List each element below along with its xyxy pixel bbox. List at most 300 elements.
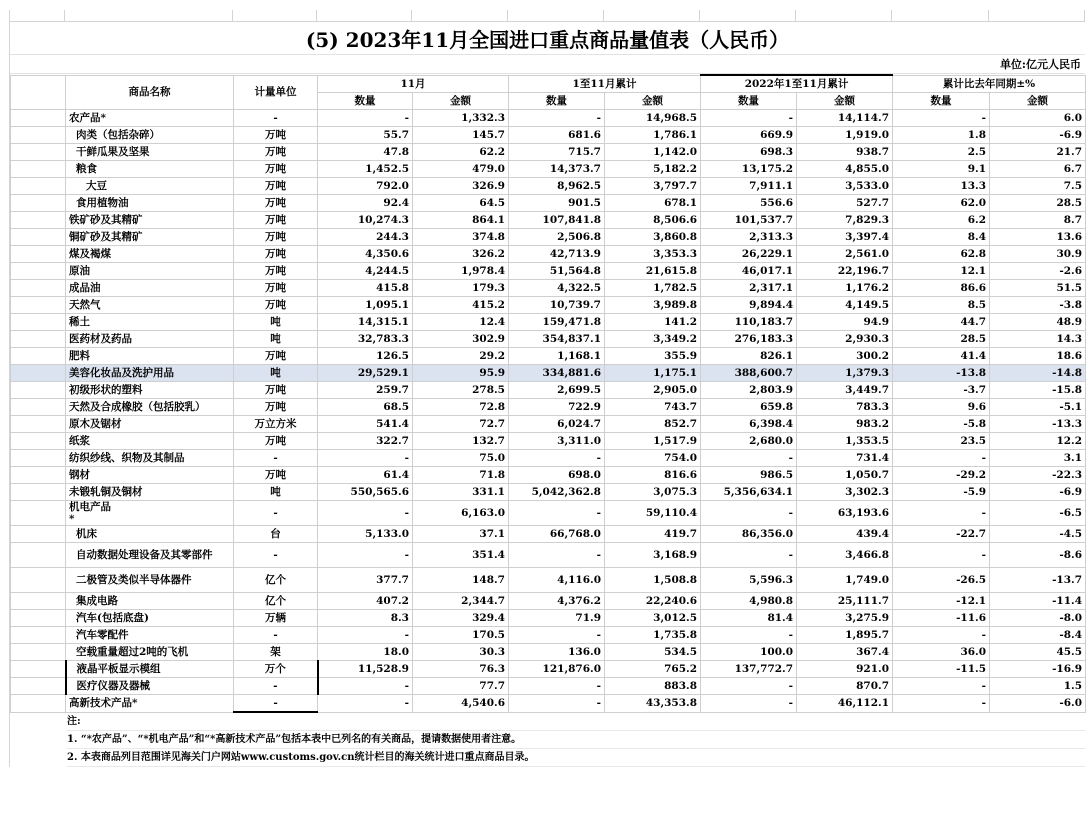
cell-quantity: - bbox=[318, 543, 413, 568]
cell-unit: 万吨 bbox=[234, 178, 318, 195]
cell-amount: 13.6 bbox=[990, 229, 1086, 246]
cell-quantity: 13,175.2 bbox=[701, 161, 797, 178]
cell-quantity: 698.0 bbox=[509, 467, 605, 484]
row-gutter bbox=[11, 331, 66, 348]
page-title: (5) 2023年11月全国进口重点商品量值表（人民币） bbox=[10, 22, 1085, 55]
table-row bbox=[11, 695, 1086, 713]
table-row bbox=[11, 195, 1086, 212]
cell-amount: 1,978.4 bbox=[413, 263, 509, 280]
cell-amount: 29.2 bbox=[413, 348, 509, 365]
cell-product-name: 二极管及类似半导体器件 bbox=[66, 568, 234, 593]
cell-amount: -14.8 bbox=[990, 365, 1086, 382]
table-row bbox=[11, 229, 1086, 246]
sheet-top-gridline bbox=[10, 10, 1085, 22]
cell-amount: 76.3 bbox=[413, 661, 509, 678]
cell-amount: 59,110.4 bbox=[605, 501, 701, 526]
cell-quantity: - bbox=[318, 627, 413, 644]
table-row bbox=[11, 450, 1086, 467]
row-gutter bbox=[11, 399, 66, 416]
table-row bbox=[11, 678, 1086, 695]
cell-quantity: 14,315.1 bbox=[318, 314, 413, 331]
cell-product-name: 大豆 bbox=[66, 178, 234, 195]
cell-amount: 28.5 bbox=[990, 195, 1086, 212]
cell-quantity: - bbox=[701, 695, 797, 713]
table-row bbox=[11, 127, 1086, 144]
cell-amount: 48.9 bbox=[990, 314, 1086, 331]
cell-amount: 479.0 bbox=[413, 161, 509, 178]
cell-product-name: 原油 bbox=[66, 263, 234, 280]
cell-amount: 3,466.8 bbox=[797, 543, 893, 568]
cell-amount: 4,855.0 bbox=[797, 161, 893, 178]
cell-amount: 864.1 bbox=[413, 212, 509, 229]
cell-amount: 30.9 bbox=[990, 246, 1086, 263]
cell-quantity: - bbox=[509, 543, 605, 568]
cell-amount: 1,353.5 bbox=[797, 433, 893, 450]
cell-unit: - bbox=[234, 678, 318, 695]
cell-product-name: 汽车(包括底盘) bbox=[66, 610, 234, 627]
cell-amount: 1,379.3 bbox=[797, 365, 893, 382]
row-gutter bbox=[11, 365, 66, 382]
cell-amount: 62.2 bbox=[413, 144, 509, 161]
cell-quantity: - bbox=[701, 678, 797, 695]
cell-amount: 765.2 bbox=[605, 661, 701, 678]
cell-amount: 1,175.1 bbox=[605, 365, 701, 382]
cell-quantity: 2.5 bbox=[893, 144, 990, 161]
cell-amount: 71.8 bbox=[413, 467, 509, 484]
cell-quantity: 722.9 bbox=[509, 399, 605, 416]
cell-quantity: 407.2 bbox=[318, 593, 413, 610]
cell-quantity: 334,881.6 bbox=[509, 365, 605, 382]
row-gutter bbox=[11, 526, 66, 543]
cell-quantity: - bbox=[509, 627, 605, 644]
cell-amount: 30.3 bbox=[413, 644, 509, 661]
cell-product-name: 天然气 bbox=[66, 297, 234, 314]
row-gutter bbox=[11, 433, 66, 450]
cell-quantity: - bbox=[318, 501, 413, 526]
cell-amount: 3,989.8 bbox=[605, 297, 701, 314]
table-row bbox=[11, 246, 1086, 263]
cell-amount: 883.8 bbox=[605, 678, 701, 695]
table-row bbox=[11, 348, 1086, 365]
cell-unit: 万吨 bbox=[234, 195, 318, 212]
cell-amount: 3,349.2 bbox=[605, 331, 701, 348]
table-row bbox=[11, 297, 1086, 314]
cell-amount: 63,193.6 bbox=[797, 501, 893, 526]
cell-product-name: 美容化妆品及洗护用品 bbox=[66, 365, 234, 382]
cell-amount: 8.7 bbox=[990, 212, 1086, 229]
cell-quantity: 36.0 bbox=[893, 644, 990, 661]
cell-quantity: 68.5 bbox=[318, 399, 413, 416]
cell-amount: 1,919.0 bbox=[797, 127, 893, 144]
cell-amount: 374.8 bbox=[413, 229, 509, 246]
cell-quantity: 556.6 bbox=[701, 195, 797, 212]
cell-amount: 94.9 bbox=[797, 314, 893, 331]
cell-unit: 万吨 bbox=[234, 399, 318, 416]
cell-amount: 21.7 bbox=[990, 144, 1086, 161]
cell-product-name: 肉类（包括杂碎） bbox=[66, 127, 234, 144]
cell-amount: 302.9 bbox=[413, 331, 509, 348]
cell-amount: 18.6 bbox=[990, 348, 1086, 365]
cell-quantity: - bbox=[893, 695, 990, 713]
cell-quantity: 29,529.1 bbox=[318, 365, 413, 382]
cell-product-name: 铜矿砂及其精矿 bbox=[66, 229, 234, 246]
cell-quantity: 550,565.6 bbox=[318, 484, 413, 501]
cell-amount: 132.7 bbox=[413, 433, 509, 450]
cell-amount: 1,735.8 bbox=[605, 627, 701, 644]
cell-quantity: 4,244.5 bbox=[318, 263, 413, 280]
cell-quantity: 92.4 bbox=[318, 195, 413, 212]
cell-quantity: 51,564.8 bbox=[509, 263, 605, 280]
cell-quantity: 4,350.6 bbox=[318, 246, 413, 263]
cell-quantity: 10,274.3 bbox=[318, 212, 413, 229]
cell-quantity: -5.8 bbox=[893, 416, 990, 433]
cell-unit: 万吨 bbox=[234, 246, 318, 263]
table-row bbox=[11, 661, 1086, 678]
cell-quantity: - bbox=[509, 501, 605, 526]
cell-product-name: 纺织纱线、织物及其制品 bbox=[66, 450, 234, 467]
cell-quantity: 2,803.9 bbox=[701, 382, 797, 399]
cell-amount: 3,397.4 bbox=[797, 229, 893, 246]
cell-product-name: 汽车零配件 bbox=[66, 627, 234, 644]
cell-quantity: - bbox=[893, 450, 990, 467]
cell-quantity: 8,962.5 bbox=[509, 178, 605, 195]
cell-quantity: 8.3 bbox=[318, 610, 413, 627]
cell-amount: 921.0 bbox=[797, 661, 893, 678]
cell-quantity: 159,471.8 bbox=[509, 314, 605, 331]
cell-amount: 2,905.0 bbox=[605, 382, 701, 399]
cell-quantity: - bbox=[318, 110, 413, 127]
cell-amount: 2,344.7 bbox=[413, 593, 509, 610]
cell-unit: 万吨 bbox=[234, 263, 318, 280]
cell-quantity: 6.2 bbox=[893, 212, 990, 229]
cell-amount: -16.9 bbox=[990, 661, 1086, 678]
row-gutter bbox=[11, 661, 66, 678]
cell-amount: -3.8 bbox=[990, 297, 1086, 314]
cell-amount: 45.5 bbox=[990, 644, 1086, 661]
cell-amount: -8.4 bbox=[990, 627, 1086, 644]
cell-amount: 1,782.5 bbox=[605, 280, 701, 297]
cell-amount: 14,114.7 bbox=[797, 110, 893, 127]
import-goods-table bbox=[10, 74, 1086, 713]
cell-unit: - bbox=[234, 543, 318, 568]
cell-quantity: 55.7 bbox=[318, 127, 413, 144]
cell-amount: 678.1 bbox=[605, 195, 701, 212]
cell-amount: 170.5 bbox=[413, 627, 509, 644]
row-gutter bbox=[11, 212, 66, 229]
cell-quantity: 32,783.3 bbox=[318, 331, 413, 348]
cell-unit: 万吨 bbox=[234, 229, 318, 246]
cell-quantity: -26.5 bbox=[893, 568, 990, 593]
table-row bbox=[11, 365, 1086, 382]
cell-amount: 2,561.0 bbox=[797, 246, 893, 263]
cell-quantity: 2,680.0 bbox=[701, 433, 797, 450]
cell-quantity: 13.3 bbox=[893, 178, 990, 195]
cell-quantity: 2,506.8 bbox=[509, 229, 605, 246]
cell-product-name: 成品油 bbox=[66, 280, 234, 297]
cell-unit: - bbox=[234, 501, 318, 526]
table-row bbox=[11, 382, 1086, 399]
cell-amount: -13.7 bbox=[990, 568, 1086, 593]
cell-product-name: 干鲜瓜果及坚果 bbox=[66, 144, 234, 161]
cell-unit: 万吨 bbox=[234, 467, 318, 484]
cell-quantity: 659.8 bbox=[701, 399, 797, 416]
cell-amount: 1,332.3 bbox=[413, 110, 509, 127]
header-unit: 计量单位 bbox=[234, 75, 318, 110]
cell-quantity: 8.5 bbox=[893, 297, 990, 314]
cell-amount: 3,075.3 bbox=[605, 484, 701, 501]
cell-quantity: 61.4 bbox=[318, 467, 413, 484]
cell-amount: 95.9 bbox=[413, 365, 509, 382]
cell-amount: 72.8 bbox=[413, 399, 509, 416]
cell-quantity: -29.2 bbox=[893, 467, 990, 484]
table-row bbox=[11, 526, 1086, 543]
row-gutter bbox=[11, 161, 66, 178]
cell-product-name: 农产品* bbox=[66, 110, 234, 127]
table-row bbox=[11, 331, 1086, 348]
header-amt: 金额 bbox=[605, 93, 701, 110]
table-row bbox=[11, 568, 1086, 593]
row-header-blank bbox=[11, 75, 66, 110]
cell-product-name: 煤及褐煤 bbox=[66, 246, 234, 263]
cell-quantity: 1.8 bbox=[893, 127, 990, 144]
cell-quantity: 7,911.1 bbox=[701, 178, 797, 195]
row-gutter bbox=[11, 263, 66, 280]
cell-unit: - bbox=[234, 110, 318, 127]
header-qty: 数量 bbox=[318, 93, 413, 110]
row-gutter bbox=[11, 568, 66, 593]
cell-quantity: 137,772.7 bbox=[701, 661, 797, 678]
cell-amount: 6.0 bbox=[990, 110, 1086, 127]
cell-quantity: - bbox=[509, 450, 605, 467]
cell-product-name: 集成电路 bbox=[66, 593, 234, 610]
cell-amount: 6,163.0 bbox=[413, 501, 509, 526]
cell-quantity: -11.5 bbox=[893, 661, 990, 678]
row-gutter bbox=[11, 195, 66, 212]
cell-unit: - bbox=[234, 627, 318, 644]
cell-unit: 万吨 bbox=[234, 297, 318, 314]
cell-quantity: 47.8 bbox=[318, 144, 413, 161]
row-gutter bbox=[11, 501, 66, 526]
table-row bbox=[11, 399, 1086, 416]
cell-amount: 331.1 bbox=[413, 484, 509, 501]
row-gutter bbox=[11, 593, 66, 610]
cell-amount: -2.6 bbox=[990, 263, 1086, 280]
cell-amount: 1,895.7 bbox=[797, 627, 893, 644]
cell-quantity: - bbox=[701, 110, 797, 127]
cell-amount: 179.3 bbox=[413, 280, 509, 297]
cell-quantity: 4,980.8 bbox=[701, 593, 797, 610]
cell-unit: 万吨 bbox=[234, 433, 318, 450]
cell-product-name: 液晶平板显示模组 bbox=[66, 661, 234, 678]
cell-product-name: 粮食 bbox=[66, 161, 234, 178]
cell-amount: 22,240.6 bbox=[605, 593, 701, 610]
table-row bbox=[11, 416, 1086, 433]
cell-quantity: 715.7 bbox=[509, 144, 605, 161]
cell-unit: - bbox=[234, 450, 318, 467]
cell-amount: 300.2 bbox=[797, 348, 893, 365]
cell-unit: 亿个 bbox=[234, 568, 318, 593]
cell-amount: -15.8 bbox=[990, 382, 1086, 399]
cell-product-name: 医疗仪器及器械 bbox=[66, 678, 234, 695]
cell-product-name: 纸浆 bbox=[66, 433, 234, 450]
cell-amount: 148.7 bbox=[413, 568, 509, 593]
cell-amount: 5,182.2 bbox=[605, 161, 701, 178]
cell-amount: 1,749.0 bbox=[797, 568, 893, 593]
row-gutter bbox=[11, 382, 66, 399]
row-gutter bbox=[11, 467, 66, 484]
cell-quantity: 46,017.1 bbox=[701, 263, 797, 280]
row-gutter bbox=[11, 246, 66, 263]
cell-amount: -8.6 bbox=[990, 543, 1086, 568]
table-row bbox=[11, 644, 1086, 661]
cell-amount: -6.0 bbox=[990, 695, 1086, 713]
cell-quantity: - bbox=[893, 627, 990, 644]
table-row bbox=[11, 161, 1086, 178]
cell-amount: -4.5 bbox=[990, 526, 1086, 543]
cell-amount: 145.7 bbox=[413, 127, 509, 144]
cell-amount: -8.0 bbox=[990, 610, 1086, 627]
cell-quantity: 3,311.0 bbox=[509, 433, 605, 450]
row-gutter bbox=[11, 110, 66, 127]
cell-amount: 326.2 bbox=[413, 246, 509, 263]
cell-quantity: 541.4 bbox=[318, 416, 413, 433]
cell-amount: -6.5 bbox=[990, 501, 1086, 526]
cell-quantity: 1,095.1 bbox=[318, 297, 413, 314]
cell-unit: - bbox=[234, 695, 318, 713]
cell-quantity: 669.9 bbox=[701, 127, 797, 144]
cell-unit: 万吨 bbox=[234, 382, 318, 399]
cell-product-name: 机床 bbox=[66, 526, 234, 543]
cell-amount: 3,860.8 bbox=[605, 229, 701, 246]
header-group-ytd: 1至11月累计 bbox=[509, 75, 701, 93]
cell-quantity: 322.7 bbox=[318, 433, 413, 450]
cell-amount: 783.3 bbox=[797, 399, 893, 416]
header-group-prev-ytd: 2022年1至11月累计 bbox=[701, 75, 893, 93]
cell-quantity: - bbox=[701, 501, 797, 526]
cell-quantity: 12.1 bbox=[893, 263, 990, 280]
cell-amount: 3,275.9 bbox=[797, 610, 893, 627]
cell-amount: 6.7 bbox=[990, 161, 1086, 178]
cell-amount: 77.7 bbox=[413, 678, 509, 695]
cell-quantity: 121,876.0 bbox=[509, 661, 605, 678]
cell-amount: 3,797.7 bbox=[605, 178, 701, 195]
cell-amount: -11.4 bbox=[990, 593, 1086, 610]
cell-unit: 亿个 bbox=[234, 593, 318, 610]
cell-amount: 21,615.8 bbox=[605, 263, 701, 280]
cell-amount: 983.2 bbox=[797, 416, 893, 433]
cell-amount: 7.5 bbox=[990, 178, 1086, 195]
row-gutter bbox=[11, 695, 66, 713]
cell-amount: 534.5 bbox=[605, 644, 701, 661]
cell-quantity: 6,024.7 bbox=[509, 416, 605, 433]
cell-amount: -22.3 bbox=[990, 467, 1086, 484]
cell-unit: 万吨 bbox=[234, 280, 318, 297]
cell-quantity: 8.4 bbox=[893, 229, 990, 246]
cell-product-name: 自动数据处理设备及其零部件 bbox=[66, 543, 234, 568]
header-qty: 数量 bbox=[509, 93, 605, 110]
cell-amount: 1,508.8 bbox=[605, 568, 701, 593]
cell-unit: 万个 bbox=[234, 661, 318, 678]
cell-amount: 3,449.7 bbox=[797, 382, 893, 399]
cell-quantity: 9.1 bbox=[893, 161, 990, 178]
cell-amount: -6.9 bbox=[990, 127, 1086, 144]
header-group-month: 11月 bbox=[318, 75, 509, 93]
cell-amount: 1,517.9 bbox=[605, 433, 701, 450]
cell-quantity: - bbox=[318, 450, 413, 467]
table-row bbox=[11, 314, 1086, 331]
cell-quantity: - bbox=[893, 678, 990, 695]
table-row bbox=[11, 610, 1086, 627]
row-gutter bbox=[11, 348, 66, 365]
cell-amount: 439.4 bbox=[797, 526, 893, 543]
cell-quantity: - bbox=[701, 543, 797, 568]
notes bbox=[10, 713, 1085, 767]
cell-quantity: 100.0 bbox=[701, 644, 797, 661]
cell-product-name: 机电产品 * bbox=[66, 501, 234, 526]
row-gutter bbox=[11, 610, 66, 627]
cell-amount: 527.7 bbox=[797, 195, 893, 212]
cell-amount: 1,786.1 bbox=[605, 127, 701, 144]
cell-quantity: 826.1 bbox=[701, 348, 797, 365]
cell-quantity: 11,528.9 bbox=[318, 661, 413, 678]
cell-quantity: - bbox=[509, 678, 605, 695]
cell-amount: 326.9 bbox=[413, 178, 509, 195]
cell-product-name: 高新技术产品* bbox=[66, 695, 234, 713]
cell-amount: 3,012.5 bbox=[605, 610, 701, 627]
cell-quantity: 5,133.0 bbox=[318, 526, 413, 543]
cell-quantity: 101,537.7 bbox=[701, 212, 797, 229]
cell-amount: 64.5 bbox=[413, 195, 509, 212]
cell-quantity: 66,768.0 bbox=[509, 526, 605, 543]
cell-quantity: 10,739.7 bbox=[509, 297, 605, 314]
cell-amount: 816.6 bbox=[605, 467, 701, 484]
cell-product-name: 钢材 bbox=[66, 467, 234, 484]
cell-quantity: 1,168.1 bbox=[509, 348, 605, 365]
cell-amount: 3,533.0 bbox=[797, 178, 893, 195]
cell-amount: 731.4 bbox=[797, 450, 893, 467]
unit-note: 单位:亿元人民币 bbox=[10, 55, 1085, 74]
cell-quantity: 14,373.7 bbox=[509, 161, 605, 178]
row-gutter bbox=[11, 484, 66, 501]
table-row bbox=[11, 263, 1086, 280]
row-gutter bbox=[11, 229, 66, 246]
cell-quantity: - bbox=[318, 678, 413, 695]
cell-quantity: 698.3 bbox=[701, 144, 797, 161]
cell-quantity: - bbox=[893, 543, 990, 568]
cell-quantity: 4,116.0 bbox=[509, 568, 605, 593]
cell-amount: 75.0 bbox=[413, 450, 509, 467]
cell-quantity: 2,313.3 bbox=[701, 229, 797, 246]
cell-amount: 4,149.5 bbox=[797, 297, 893, 314]
header-amt: 金额 bbox=[797, 93, 893, 110]
cell-product-name: 原木及锯材 bbox=[66, 416, 234, 433]
cell-quantity: -3.7 bbox=[893, 382, 990, 399]
cell-quantity: 259.7 bbox=[318, 382, 413, 399]
cell-product-name: 医药材及药品 bbox=[66, 331, 234, 348]
cell-quantity: 86.6 bbox=[893, 280, 990, 297]
cell-quantity: 126.5 bbox=[318, 348, 413, 365]
cell-quantity: 354,837.1 bbox=[509, 331, 605, 348]
cell-quantity: 23.5 bbox=[893, 433, 990, 450]
cell-quantity: -12.1 bbox=[893, 593, 990, 610]
cell-amount: 1,142.0 bbox=[605, 144, 701, 161]
cell-amount: 7,829.3 bbox=[797, 212, 893, 229]
cell-unit: 万吨 bbox=[234, 161, 318, 178]
cell-quantity: 276,183.3 bbox=[701, 331, 797, 348]
cell-quantity: 681.6 bbox=[509, 127, 605, 144]
cell-quantity: 415.8 bbox=[318, 280, 413, 297]
cell-quantity: 792.0 bbox=[318, 178, 413, 195]
